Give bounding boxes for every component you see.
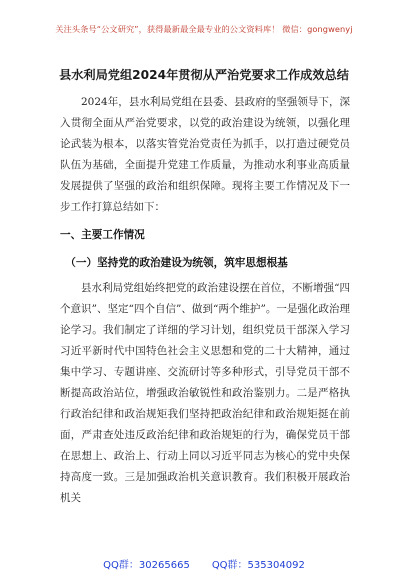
section-heading: 一、主要工作情况 bbox=[60, 229, 145, 241]
subsection-paragraph: 县水利局党组始终把党的政治建设摆在首位，不断增强“四个意识”、坚定“四个自信”、做到“两个维护”。一是强化政治理论学习。我们制定了详细的学习计划，组织党员干部深入学习习近平新时代中国特色社会主义思想和党的二十大精神，通过集中学习、专题讲座、交流研讨等多种形式，引导党员干部不断提高政治站位，增强政治敏锐性和政治鉴别力。二是严格执行政治纪律和政治规矩我们坚持把政治纪律和政治规矩挺在前面，严肃查处违反政治纪律和政治规矩的行为，确保党员干部在思想上、政治上、行动上同以习近平同志为核心的党中央保持高度一致。三是加强政治机关意识教育。我们积极开展政治机关 bbox=[60, 282, 350, 504]
document-body bbox=[60, 92, 350, 509]
footer bbox=[0, 556, 408, 571]
footer-qq-group-1: QQ群：30265665 bbox=[103, 560, 190, 571]
footer-qq-group-2: QQ群：535304092 bbox=[211, 560, 305, 571]
document-title: 县水利局党组2024年贯彻从严治党要求工作成效总结 bbox=[59, 68, 349, 82]
intro-paragraph: 2024年，县水利局党组在县委、县政府的坚强领导下，深入贯彻全面从严治党要求，以党的政治建设为统领，以强化理论武装为根本，以落实管党治党责任为抓手，以打造过硬党员队伍为基础，全面提升党建工作质量，为推动水利事业高质量发展提供了坚强的政治和组织保障。现将主要工作情况及下一步工作打算总结如下： bbox=[60, 96, 350, 213]
header-banner: 关注头条号“公文研究”，获得最新最全最专业的公文资料库！ 微信：gongwenyj bbox=[55, 24, 353, 34]
subsection-heading: （一）坚持党的政治建设为统领，筑牢思想根基 bbox=[65, 257, 288, 269]
